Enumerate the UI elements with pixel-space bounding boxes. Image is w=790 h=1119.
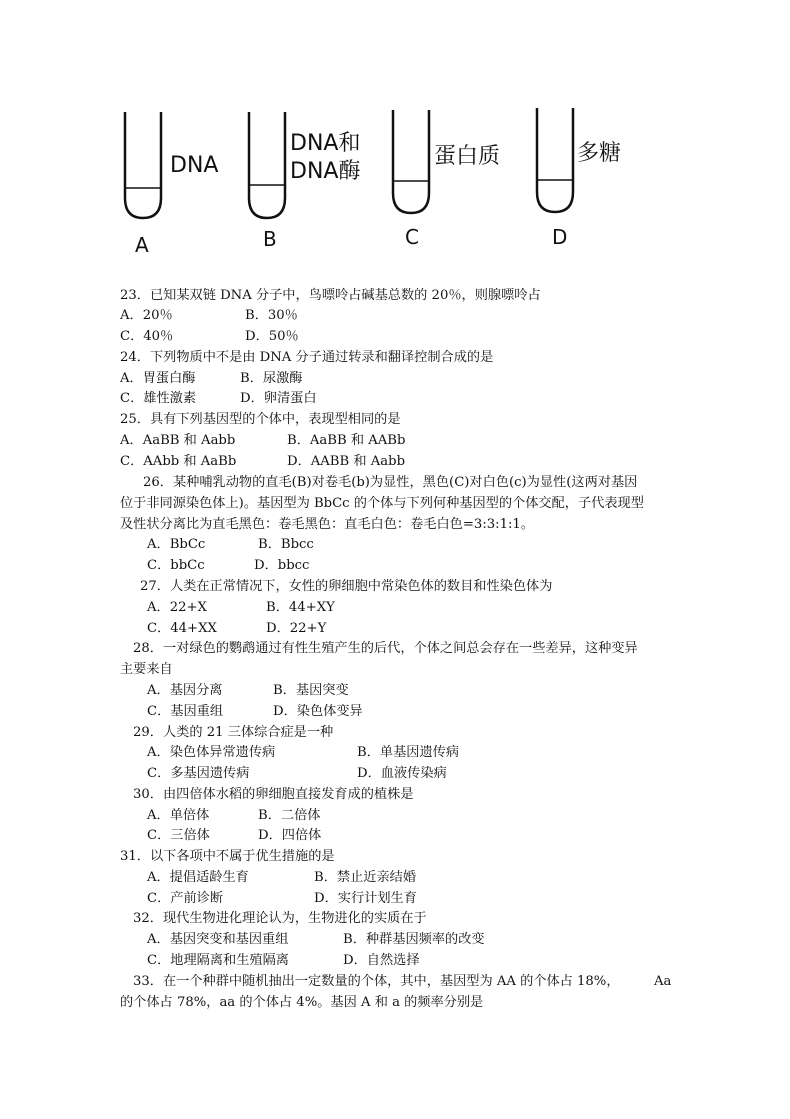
q24-option-b: B．尿激酶 xyxy=(240,371,303,386)
q25-option-d: D．AABB 和 Aabb xyxy=(287,454,406,469)
q24-stem: 24．下列物质中不是由 DNA 分子通过转录和翻译控制合成的是 xyxy=(120,350,494,365)
q26-stem-line2: 位于非同源染色体上)。基因型为 BbCc 的个体与下列何种基因型的个体交配，子代表现型 xyxy=(120,496,644,511)
q23-stem: 23．已知某双链 DNA 分子中，鸟嘌呤占碱基总数的 20％，则腺嘌呤占 xyxy=(120,288,541,303)
q31-option-d: D．实行计划生育 xyxy=(314,891,417,906)
q32-option-a: A．基因突变和基因重组 xyxy=(147,932,289,947)
q29-option-b: B．单基因遗传病 xyxy=(357,745,460,760)
q25-stem: 25．具有下列基因型的个体中，表现型相同的是 xyxy=(120,412,401,427)
q28-option-b: B．基因突变 xyxy=(273,683,349,698)
q33-stem-line1-tail: Aa xyxy=(654,974,672,989)
q28-option-c: C．基因重组 xyxy=(147,704,224,719)
tube-label-d: 多糖 xyxy=(577,141,622,166)
tube-label-a: DNA xyxy=(170,153,219,178)
q31-option-c: C．产前诊断 xyxy=(147,891,224,906)
q30-option-a: A．单倍体 xyxy=(147,808,210,823)
q30-stem: 30．由四倍体水稻的卵细胞直接发育成的植株是 xyxy=(133,787,414,802)
tube-label-b-line2: DNA酶 xyxy=(290,159,361,184)
tube-letter-a: A xyxy=(135,233,149,257)
q25-option-c: C．AAbb 和 AaBb xyxy=(120,454,237,469)
q27-option-d: D．22+Y xyxy=(266,621,327,636)
q31-option-a: A．提倡适龄生育 xyxy=(147,870,249,885)
q32-option-c: C．地理隔离和生殖隔离 xyxy=(147,953,289,968)
q33-stem-line2: 的个体占 78%，aa 的个体占 4%。基因 A 和 a 的频率分别是 xyxy=(120,995,484,1010)
q23-option-c: C．40％ xyxy=(120,329,174,344)
q28-stem-line2: 主要来自 xyxy=(120,662,173,677)
tube-letter-b: B xyxy=(263,227,277,251)
q29-option-a: A．染色体异常遗传病 xyxy=(147,745,276,760)
q29-stem: 29．人类的 21 三体综合症是一种 xyxy=(133,725,334,740)
q28-option-d: D．染色体变异 xyxy=(273,704,363,719)
tube-letter-d: D xyxy=(552,225,568,249)
q29-option-c: C．多基因遗传病 xyxy=(147,766,250,781)
q26-option-a: A．BbCc xyxy=(147,537,206,552)
q24-option-c: C．雄性激素 xyxy=(120,391,197,406)
q23-option-d: D．50％ xyxy=(245,329,299,344)
q28-stem-line1: 28．一对绿色的鹦鹉通过有性生殖产生的后代，个体之间总会存在一些差异，这种变异 xyxy=(133,641,638,656)
q32-option-d: D．自然选择 xyxy=(343,953,420,968)
q30-option-d: D．四倍体 xyxy=(258,828,322,843)
q25-option-b: B．AaBB 和 AABb xyxy=(287,433,406,448)
q30-option-b: B．二倍体 xyxy=(258,808,321,823)
q28-option-a: A．基因分离 xyxy=(147,683,223,698)
q27-stem: 27．人类在正常情况下，女性的卵细胞中常染色体的数目和性染色体为 xyxy=(140,579,553,594)
q23-option-b: B．30％ xyxy=(245,308,298,323)
tube-label-b-line1: DNA和 xyxy=(290,131,361,156)
q31-stem: 31．以下各项中不属于优生措施的是 xyxy=(120,849,335,864)
q24-option-a: A．胃蛋白酶 xyxy=(120,371,196,386)
q26-option-c: C．bbCc xyxy=(147,558,205,573)
tube-letter-c: C xyxy=(405,225,419,249)
q33-stem-line1: 33．在一个种群中随机抽出一定数量的个体，其中，基因型为 AA 的个体占 18%， xyxy=(133,974,620,989)
q30-option-c: C．三倍体 xyxy=(147,828,210,843)
q32-option-b: B．种群基因频率的改变 xyxy=(343,932,485,947)
q26-option-b: B．Bbcc xyxy=(258,537,314,552)
q24-option-d: D．卵清蛋白 xyxy=(240,391,317,406)
q27-option-c: C．44+XX xyxy=(147,621,217,636)
q31-option-b: B．禁止近亲结婚 xyxy=(314,870,417,885)
q27-option-a: A．22+X xyxy=(147,600,207,615)
q26-stem-line3: 及性状分离比为直毛黑色：卷毛黑色：直毛白色：卷毛白色=3:3:1:1。 xyxy=(120,517,535,532)
q25-option-a: A．AaBB 和 Aabb xyxy=(120,433,236,448)
q29-option-d: D．血液传染病 xyxy=(357,766,447,781)
q32-stem: 32．现代生物进化理论认为，生物进化的实质在于 xyxy=(133,911,427,926)
q27-option-b: B．44+XY xyxy=(266,600,335,615)
q23-option-a: A．20％ xyxy=(120,308,173,323)
q26-stem-line1: 26．某种哺乳动物的直毛(B)对卷毛(b)为显性，黑色(C)对白色(c)为显性(这两对基因 xyxy=(143,475,638,490)
tube-label-c: 蛋白质 xyxy=(434,144,501,169)
q26-option-d: D．bbcc xyxy=(254,558,310,573)
